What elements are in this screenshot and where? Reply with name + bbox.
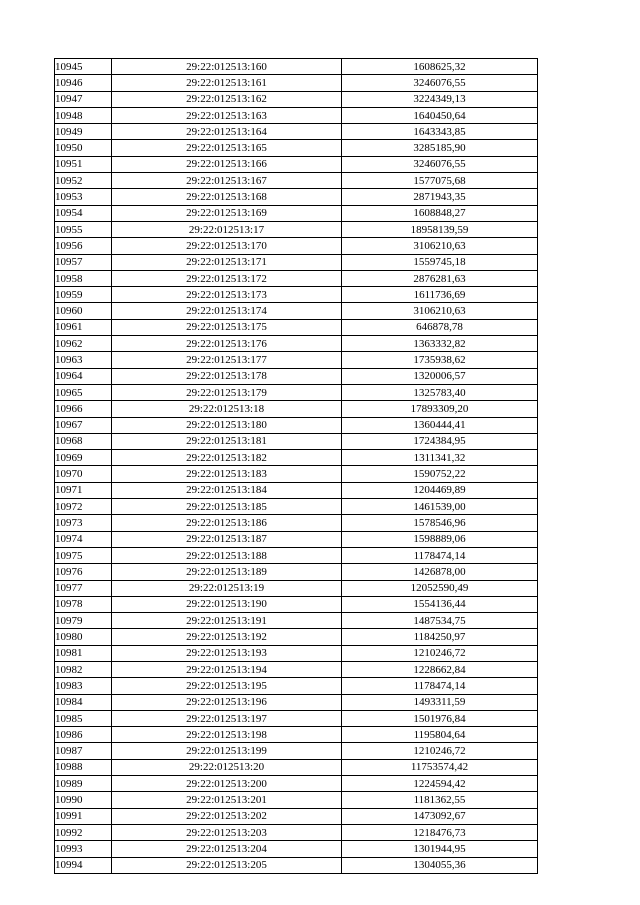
cadastral-number-cell: 29:22:012513:164 [112,124,342,140]
row-number-cell: 10953 [55,189,112,205]
cadastral-number-cell: 29:22:012513:172 [112,270,342,286]
cadastral-number-cell: 29:22:012513:191 [112,613,342,629]
table-row [55,75,538,91]
cadastral-number-cell: 29:22:012513:197 [112,710,342,726]
cadastral-value-table [54,58,538,874]
row-number-cell: 10989 [55,776,112,792]
cadastral-value-cell: 1301944,95 [342,841,538,857]
cadastral-number-cell: 29:22:012513:190 [112,596,342,612]
table-row [55,238,538,254]
cadastral-value-cell: 1181362,55 [342,792,538,808]
cadastral-number-cell: 29:22:012513:202 [112,808,342,824]
cadastral-value-cell: 1461539,00 [342,499,538,515]
row-number-cell: 10958 [55,270,112,286]
table-row [55,270,538,286]
cadastral-value-cell: 1360444,41 [342,417,538,433]
row-number-cell: 10994 [55,857,112,873]
row-number-cell: 10975 [55,547,112,563]
table-row [55,173,538,189]
cadastral-value-cell: 3224349,13 [342,91,538,107]
table-row [55,841,538,857]
cadastral-number-cell: 29:22:012513:167 [112,173,342,189]
cadastral-number-cell: 29:22:012513:160 [112,59,342,75]
table-row [55,433,538,449]
table-row [55,401,538,417]
row-number-cell: 10991 [55,808,112,824]
cadastral-number-cell: 29:22:012513:170 [112,238,342,254]
table-row [55,694,538,710]
row-number-cell: 10952 [55,173,112,189]
cadastral-number-cell: 29:22:012513:179 [112,384,342,400]
cadastral-value-cell: 3246076,55 [342,75,538,91]
row-number-cell: 10957 [55,254,112,270]
row-number-cell: 10987 [55,743,112,759]
cadastral-value-cell: 1178474,14 [342,678,538,694]
cadastral-value-cell: 1304055,36 [342,857,538,873]
row-number-cell: 10984 [55,694,112,710]
cadastral-value-cell: 1559745,18 [342,254,538,270]
cadastral-number-cell: 29:22:012513:180 [112,417,342,433]
row-number-cell: 10983 [55,678,112,694]
cadastral-value-cell: 1578546,96 [342,515,538,531]
cadastral-number-cell: 29:22:012513:161 [112,75,342,91]
cadastral-value-cell: 1598889,06 [342,531,538,547]
row-number-cell: 10966 [55,401,112,417]
row-number-cell: 10964 [55,368,112,384]
table-row [55,303,538,319]
table-row [55,156,538,172]
cadastral-number-cell: 29:22:012513:177 [112,352,342,368]
row-number-cell: 10971 [55,482,112,498]
table-row [55,824,538,840]
table-row [55,59,538,75]
cadastral-value-cell: 1554136,44 [342,596,538,612]
row-number-cell: 10992 [55,824,112,840]
table-row [55,189,538,205]
cadastral-value-cell: 3106210,63 [342,303,538,319]
row-number-cell: 10974 [55,531,112,547]
table-row [55,368,538,384]
cadastral-number-cell: 29:22:012513:195 [112,678,342,694]
table-row [55,776,538,792]
cadastral-number-cell: 29:22:012513:185 [112,499,342,515]
cadastral-value-cell: 1608625,32 [342,59,538,75]
table-row [55,857,538,873]
cadastral-value-cell: 1577075,68 [342,173,538,189]
table-row [55,287,538,303]
table-row [55,107,538,123]
cadastral-value-cell: 18958139,59 [342,221,538,237]
cadastral-value-cell: 1363332,82 [342,336,538,352]
table-row [55,645,538,661]
cadastral-value-cell: 1184250,97 [342,629,538,645]
table-row [55,580,538,596]
cadastral-value-cell: 1501976,84 [342,710,538,726]
cadastral-number-cell: 29:22:012513:193 [112,645,342,661]
row-number-cell: 10980 [55,629,112,645]
table-row [55,352,538,368]
cadastral-number-cell: 29:22:012513:183 [112,466,342,482]
cadastral-number-cell: 29:22:012513:168 [112,189,342,205]
cadastral-value-cell: 12052590,49 [342,580,538,596]
row-number-cell: 10981 [55,645,112,661]
cadastral-value-cell: 1611736,69 [342,287,538,303]
cadastral-value-cell: 1608848,27 [342,205,538,221]
table-row [55,727,538,743]
cadastral-value-cell: 11753574,42 [342,759,538,775]
row-number-cell: 10986 [55,727,112,743]
cadastral-value-cell: 1204469,89 [342,482,538,498]
table-row [55,710,538,726]
cadastral-number-cell: 29:22:012513:174 [112,303,342,319]
row-number-cell: 10990 [55,792,112,808]
cadastral-value-cell: 1735938,62 [342,352,538,368]
row-number-cell: 10948 [55,107,112,123]
cadastral-value-cell: 1224594,42 [342,776,538,792]
cadastral-value-cell: 1195804,64 [342,727,538,743]
cadastral-value-cell: 3285185,90 [342,140,538,156]
row-number-cell: 10961 [55,319,112,335]
cadastral-number-cell: 29:22:012513:17 [112,221,342,237]
table-row [55,808,538,824]
cadastral-value-cell: 2876281,63 [342,270,538,286]
row-number-cell: 10988 [55,759,112,775]
cadastral-value-cell: 1325783,40 [342,384,538,400]
table-row [55,759,538,775]
row-number-cell: 10947 [55,91,112,107]
row-number-cell: 10969 [55,450,112,466]
cadastral-number-cell: 29:22:012513:189 [112,564,342,580]
row-number-cell: 10949 [55,124,112,140]
row-number-cell: 10970 [55,466,112,482]
table-row [55,384,538,400]
table-row [55,661,538,677]
row-number-cell: 10977 [55,580,112,596]
cadastral-value-cell: 17893309,20 [342,401,538,417]
cadastral-number-cell: 29:22:012513:192 [112,629,342,645]
table-row [55,743,538,759]
table-row [55,124,538,140]
row-number-cell: 10973 [55,515,112,531]
row-number-cell: 10993 [55,841,112,857]
row-number-cell: 10945 [55,59,112,75]
cadastral-number-cell: 29:22:012513:171 [112,254,342,270]
table-row [55,221,538,237]
row-number-cell: 10967 [55,417,112,433]
cadastral-number-cell: 29:22:012513:173 [112,287,342,303]
cadastral-number-cell: 29:22:012513:165 [112,140,342,156]
cadastral-number-cell: 29:22:012513:169 [112,205,342,221]
row-number-cell: 10962 [55,336,112,352]
cadastral-value-cell: 1311341,32 [342,450,538,466]
table-row [55,254,538,270]
cadastral-number-cell: 29:22:012513:196 [112,694,342,710]
cadastral-value-cell: 1218476,73 [342,824,538,840]
cadastral-value-cell: 1493311,59 [342,694,538,710]
cadastral-value-cell: 1228662,84 [342,661,538,677]
cadastral-number-cell: 29:22:012513:182 [112,450,342,466]
cadastral-number-cell: 29:22:012513:176 [112,336,342,352]
cadastral-number-cell: 29:22:012513:162 [112,91,342,107]
table-row [55,466,538,482]
cadastral-number-cell: 29:22:012513:187 [112,531,342,547]
cadastral-value-cell: 646878,78 [342,319,538,335]
cadastral-number-cell: 29:22:012513:19 [112,580,342,596]
table-row [55,564,538,580]
row-number-cell: 10978 [55,596,112,612]
cadastral-number-cell: 29:22:012513:163 [112,107,342,123]
row-number-cell: 10959 [55,287,112,303]
table-row [55,91,538,107]
cadastral-number-cell: 29:22:012513:18 [112,401,342,417]
row-number-cell: 10982 [55,661,112,677]
cadastral-value-cell: 3246076,55 [342,156,538,172]
table-row [55,613,538,629]
cadastral-number-cell: 29:22:012513:205 [112,857,342,873]
table-row [55,629,538,645]
cadastral-number-cell: 29:22:012513:166 [112,156,342,172]
cadastral-number-cell: 29:22:012513:175 [112,319,342,335]
cadastral-value-cell: 1426878,00 [342,564,538,580]
row-number-cell: 10972 [55,499,112,515]
row-number-cell: 10979 [55,613,112,629]
row-number-cell: 10951 [55,156,112,172]
cadastral-value-cell: 1643343,85 [342,124,538,140]
cadastral-value-cell: 1640450,64 [342,107,538,123]
table-row [55,336,538,352]
cadastral-value-cell: 2871943,35 [342,189,538,205]
table-body [55,59,538,874]
table-row [55,515,538,531]
cadastral-value-cell: 1487534,75 [342,613,538,629]
cadastral-value-cell: 1590752,22 [342,466,538,482]
row-number-cell: 10960 [55,303,112,319]
table-row [55,499,538,515]
cadastral-value-cell: 3106210,63 [342,238,538,254]
row-number-cell: 10956 [55,238,112,254]
cadastral-number-cell: 29:22:012513:200 [112,776,342,792]
cadastral-value-cell: 1178474,14 [342,547,538,563]
row-number-cell: 10950 [55,140,112,156]
cadastral-number-cell: 29:22:012513:204 [112,841,342,857]
cadastral-number-cell: 29:22:012513:198 [112,727,342,743]
cadastral-number-cell: 29:22:012513:188 [112,547,342,563]
cadastral-number-cell: 29:22:012513:203 [112,824,342,840]
row-number-cell: 10963 [55,352,112,368]
table-row [55,792,538,808]
table-row [55,450,538,466]
row-number-cell: 10985 [55,710,112,726]
table-row [55,678,538,694]
cadastral-number-cell: 29:22:012513:184 [112,482,342,498]
cadastral-number-cell: 29:22:012513:201 [112,792,342,808]
table-row [55,596,538,612]
cadastral-number-cell: 29:22:012513:20 [112,759,342,775]
cadastral-value-cell: 1210246,72 [342,743,538,759]
cadastral-number-cell: 29:22:012513:181 [112,433,342,449]
table-row [55,482,538,498]
table-row [55,205,538,221]
cadastral-value-cell: 1320006,57 [342,368,538,384]
cadastral-value-cell: 1473092,67 [342,808,538,824]
row-number-cell: 10965 [55,384,112,400]
cadastral-value-cell: 1724384,95 [342,433,538,449]
row-number-cell: 10954 [55,205,112,221]
table-row [55,547,538,563]
table-row [55,417,538,433]
table-row [55,140,538,156]
row-number-cell: 10968 [55,433,112,449]
cadastral-number-cell: 29:22:012513:194 [112,661,342,677]
row-number-cell: 10955 [55,221,112,237]
table-row [55,319,538,335]
cadastral-number-cell: 29:22:012513:199 [112,743,342,759]
row-number-cell: 10946 [55,75,112,91]
cadastral-value-cell: 1210246,72 [342,645,538,661]
cadastral-number-cell: 29:22:012513:186 [112,515,342,531]
row-number-cell: 10976 [55,564,112,580]
cadastral-number-cell: 29:22:012513:178 [112,368,342,384]
table-row [55,531,538,547]
